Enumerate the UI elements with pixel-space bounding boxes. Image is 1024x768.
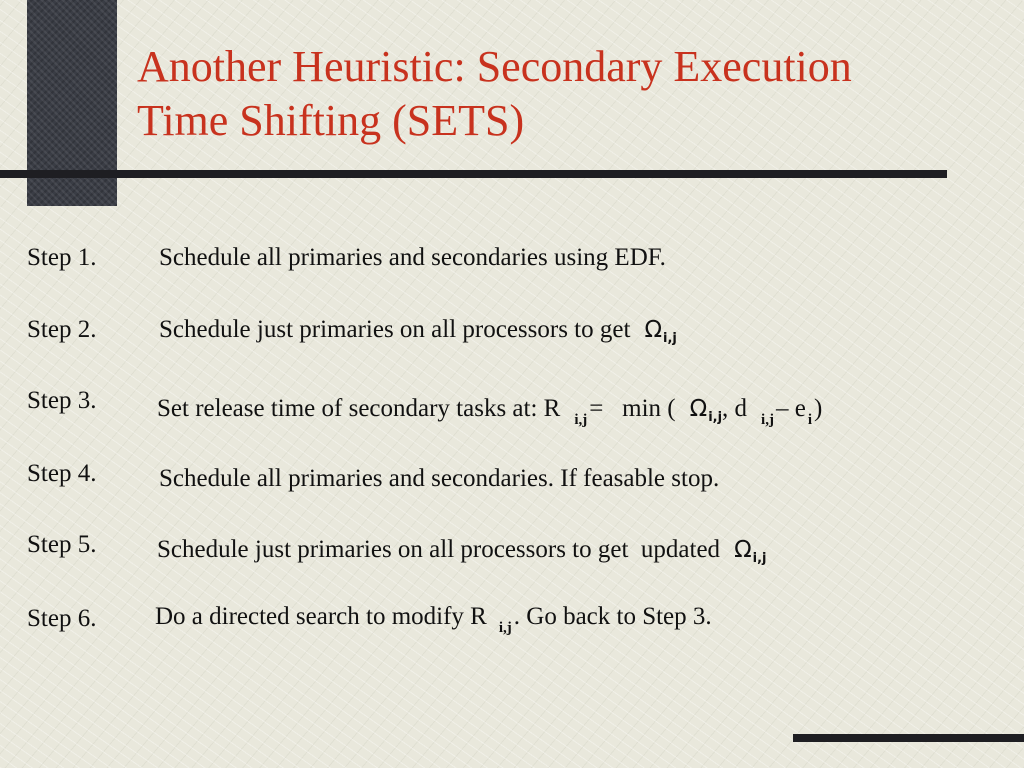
step-text [159,316,677,344]
slide-title-line-2: Time Shifting (SETS) [137,96,525,145]
omega-subscript: i,j [752,551,767,566]
step-1 [0,244,1024,294]
exec-time-text: – e [775,395,806,422]
step-label: Step 1. [27,244,97,271]
step-text-main: Schedule just primaries on all processors to get updated [157,536,721,563]
go-back-text: . Go back to Step 3. [513,603,712,630]
step-label: Step 6. [27,605,97,632]
step-label: Step 3. [27,387,97,414]
step-5 [0,531,1024,581]
omega-symbol: Ω [689,396,708,422]
step-label: Step 4. [27,460,97,487]
step-label: Step 2. [27,316,97,343]
step-label: Step 5. [27,531,97,558]
footer-divider [793,734,1024,742]
step-text [157,395,823,428]
omega-subscript: i,j [663,331,677,346]
deadline-text: , d [722,395,748,422]
omega-subscript: i,j [708,410,723,425]
min-expression-text: = min ( [589,395,676,422]
step-text [157,536,767,564]
step-text [155,603,712,636]
omega-symbol: Ω [644,317,663,343]
directed-search-text: Do a directed search to modify R [155,603,487,630]
e-subscript: i [807,412,812,428]
step-text: Schedule all primaries and secondaries using EDF. [159,244,666,271]
step-2 [0,316,1024,366]
r-subscript: i,j [574,412,588,428]
omega-symbol: Ω [734,537,752,563]
step-text-main: Schedule just primaries on all processors to get [159,316,631,343]
step-3 [0,387,1024,440]
slide-title [137,40,852,148]
title-divider [0,170,947,178]
release-time-text: Set release time of secondary tasks at: R [157,395,561,422]
d-subscript: i,j [761,412,774,428]
step-text: Schedule all primaries and secondaries. If feasable stop. [159,465,720,492]
step-4 [0,460,1024,510]
slide-title-line-1: Another Heuristic: Secondary Execution [137,42,852,91]
close-paren: ) [814,395,823,422]
step-6 [0,603,1024,653]
r-subscript: i,j [498,620,512,636]
